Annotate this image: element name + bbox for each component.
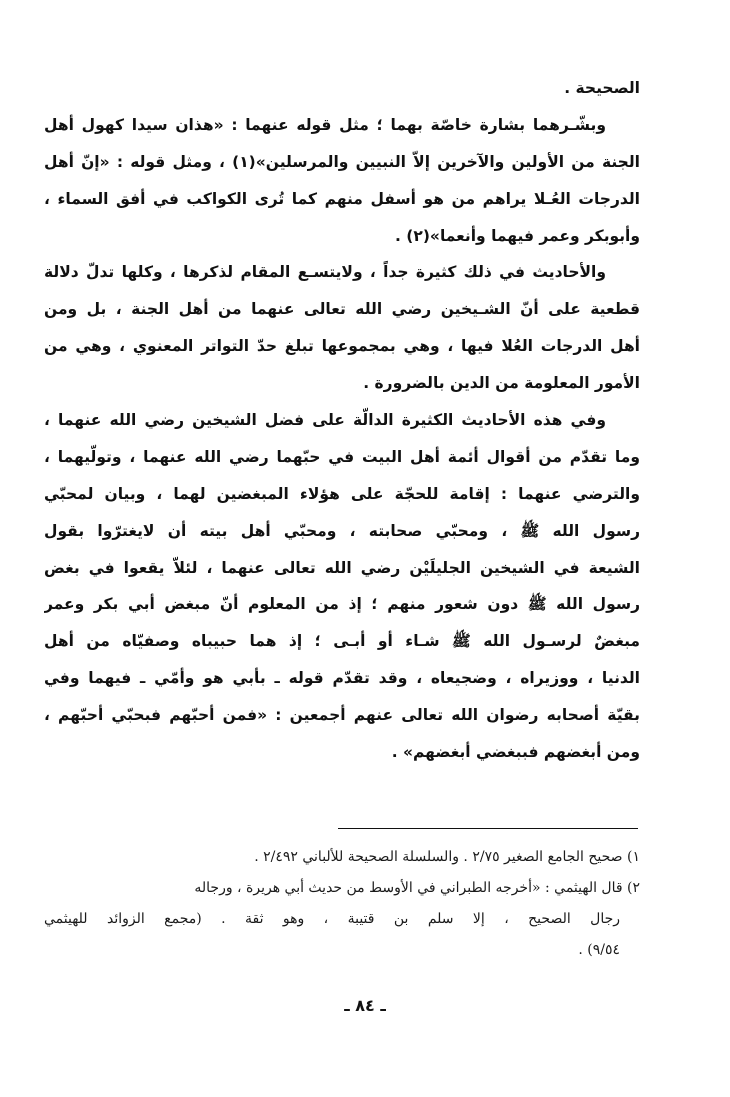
footnote-separator xyxy=(338,828,638,829)
text-line: رسول الله ﷺ دون شعور منهم ؛ إذ من المعلوم أنّ مبغض أبي بكر وعمر xyxy=(44,595,640,614)
text-line: وبشّـرهما بشارة خاصّة بهما ؛ مثل قوله عنهما : «هذان سيدا كهول أهل xyxy=(44,115,606,134)
text-line: الصحيحة . xyxy=(564,79,640,97)
text-line: بقيّة أصحابه رضوان الله تعالى عنهم أجمعين : «فمن أحبّهم فبحبّي أحبّهم ، xyxy=(44,706,640,725)
footnote-1: ١) صحيح الجامع الصغير ٢/٧٥ . والسلسلة الصحيحة للألباني ٢/٤٩٢ . xyxy=(254,849,640,865)
text-line: الدرجات العُـلا يراهم من هو أسفل منهم كما تُرى الكواكب في أفق السماء ، xyxy=(44,189,640,208)
text-line: قطعية على أنّ الشـيخين رضي الله تعالى عنهما من أهل الجنة ، بل ومن xyxy=(44,300,640,319)
footnote-2-continuation: ٩/٥٤) . xyxy=(578,942,620,958)
text-line: الشيعة في الشيخين الجليلَيْن رضي الله تعالى عنهما ، لئلاّ يقعوا في بغض xyxy=(44,558,640,577)
page-number: ـ ٨٤ ـ xyxy=(344,996,386,1015)
footnote-2-continuation: رجال الصحيح ، إلا سلم بن قتيبة ، وهو ثقة . (مجمع الزوائد للهيثمي xyxy=(44,911,620,927)
text-line: أهل الدرجات العُلا فيها ، وهي بمجموعها تبلغ حدّ التواتر المعنوي ، وهي من xyxy=(44,337,640,356)
text-line: وفي هذه الأحاديث الكثيرة الدالّة على فضل الشيخين رضي الله عنهما ، xyxy=(44,411,606,430)
text-line: وأبوبكر وعمر فيهما وأنعما»(٢) . xyxy=(395,226,640,245)
text-line: ومن أبغضهم فببغضي أبغضهم» . xyxy=(391,743,640,762)
text-line: الدنيا ، ووزيراه ، وضجيعاه ، وقد تقدّم قوله ـ بأبي هو وأمّي ـ فيهما وفي xyxy=(44,669,640,688)
text-line: الجنة من الأولين والآخرين إلاّ النبيين والمرسلين»(١) ، ومثل قوله : «إنّ أهل xyxy=(44,152,640,171)
text-line: والأحاديث في ذلك كثيرة جداً ، ولايتسـع المقام لذكرها ، وكلها تدلّ دلالة xyxy=(44,263,606,282)
text-line: الأمور المعلومة من الدين بالضرورة . xyxy=(363,374,640,393)
text-line: وما تقدّم من أقوال أئمة أهل البيت في حبّهما رضي الله عنهما ، وتولّيهما ، xyxy=(44,447,640,466)
text-line: مبغضٌ لرسـول الله ﷺ شـاء أو أبـى ؛ إذ هما حبيباه وصفيّاه من أهل xyxy=(44,632,640,651)
text-line: والترضي عنهما : إقامة للحجّة على هؤلاء المبغضين لهما ، وبيان لمحبّي xyxy=(44,484,640,503)
text-line: رسول الله ﷺ ، ومحبّي صحابته ، ومحبّي أهل بيته أن لايغترّوا بقول xyxy=(44,521,640,540)
footnotes xyxy=(44,842,640,966)
main-text xyxy=(44,70,640,771)
footnote-2: ٢) قال الهيثمي : «أخرجه الطبراني في الأوسط من حديث أبي هريرة ، ورجاله xyxy=(194,880,640,896)
